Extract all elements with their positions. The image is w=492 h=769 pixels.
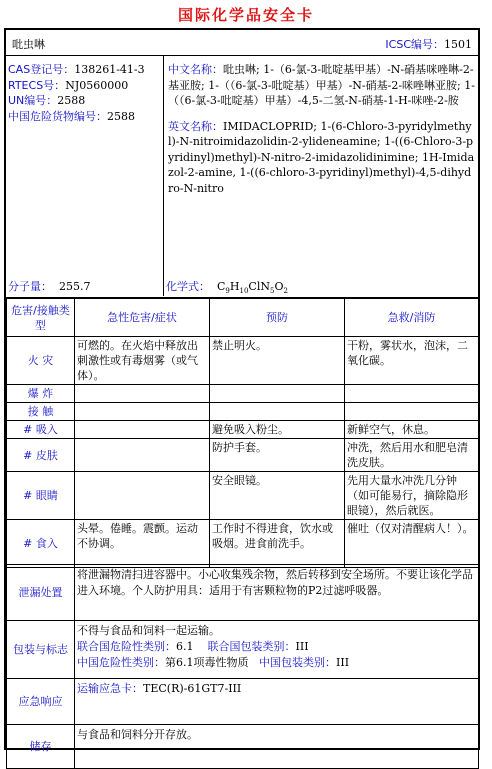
header-hazard-type: 危害/接触类型 — [7, 299, 75, 337]
names-block — [164, 56, 480, 296]
handling-table — [6, 564, 479, 769]
spill-text: 将泄漏物清扫进容器中。小心收集残余物，然后转移到安全场所。不要让该化学品进入环境。个人防护用具：适用于有害颗粒物的P2过滤呼吸器。 — [75, 565, 479, 621]
header-first-aid: 急救/消防 — [345, 299, 479, 337]
ingestion-acute: 头晕。倦睡。震颤。运动不协调。 — [75, 520, 210, 568]
hazard-header-row — [7, 299, 479, 337]
cat-ingestion: # 食入 — [7, 520, 75, 568]
un-classification: 联合国危险性类别：6.1 联合国包装类别：III — [77, 640, 309, 653]
skin-prevention: 防护手套。 — [210, 439, 345, 472]
name-row — [6, 30, 478, 56]
cas-number: CAS登记号：138261-41-3 — [8, 63, 145, 76]
spill-label: 泄漏处置 — [7, 565, 75, 621]
header-acute-symptoms: 急性危害/症状 — [75, 299, 210, 337]
spill-row — [7, 565, 479, 621]
eyes-aid: 先用大量水冲洗几分钟（如可能易行，摘除隐形眼镜），然后就医。 — [345, 472, 479, 520]
storage-text: 与食品和饲料分开存放。 — [75, 725, 479, 769]
emergency-row — [7, 679, 479, 725]
cat-explosion: 爆 炸 — [7, 385, 75, 403]
inhalation-prevention: 避免吸入粉尘。 — [210, 421, 345, 439]
packaging-line1: 不得与食品和饲料一起运输。 — [77, 624, 220, 637]
rtecs-number: RTECS号：NJ0560000 — [8, 78, 129, 92]
skin-aid: 冲洗，然后用水和肥皂清洗皮肤。 — [345, 439, 479, 472]
chemical-formula: 化学式： $C_9H_{10}ClN_5O_2$ — [166, 280, 288, 296]
inhalation-aid: 新鲜空气，休息。 — [345, 421, 479, 439]
identifier-block — [6, 56, 164, 296]
english-name: 英文名称：IMIDACLOPRID; 1-(6-Chloro-3-pyridylmethyl)-N-nitroimidazolidin-2-ylideneamine; 1-((6-Chloro-3-pyridinyl)methyl)-N-nitro-2-imidazolidinimine; 1H-Imidazol-2-amine, 1-((6-chloro-3-pyridinyl)methyl)-4,5-dihydro-N-nitro — [168, 119, 475, 195]
header-prevention: 预防 — [210, 299, 345, 337]
fire-prevention: 禁止明火。 — [210, 337, 345, 385]
formula-row — [6, 274, 478, 298]
hazard-row-skin — [7, 439, 479, 472]
packaging-row — [7, 621, 479, 679]
hazard-table — [6, 298, 479, 568]
chemical-name: 吡虫啉 — [12, 38, 45, 51]
hazard-row-fire — [7, 337, 479, 385]
cat-eyes: # 眼睛 — [7, 472, 75, 520]
cn-classification: 中国危险性类别：第6.1项毒性物质 中国包装类别：III — [77, 656, 350, 669]
cn-dangerous-goods-number: 中国危险货物编号：2588 — [8, 109, 135, 123]
hazard-row-contact — [7, 403, 479, 421]
ingestion-prevention: 工作时不得进食，饮水或吸烟。进食前洗手。 — [210, 520, 345, 568]
icsc-number: ICSC编号：1501 — [385, 38, 472, 51]
fire-aid: 干粉，雾状水，泡沫，二氧化碳。 — [345, 337, 479, 385]
storage-label: 储存 — [7, 725, 75, 769]
card-title: 国际化学品安全卡 — [177, 6, 314, 24]
fire-acute: 可燃的。在火焰中释放出刺激性或有毒烟雾（或气体）。 — [75, 337, 210, 385]
hazard-row-inhalation — [7, 421, 479, 439]
chinese-name: 中文名称：吡虫啉; 1-（6-氯-3-吡啶基甲基）-N-硝基咪唑啉-2-基亚胺; 1-（（6-氯-3-吡啶基）甲基）-N-硝基-2-咪唑啉亚胺; 1-（（6-氯-3-吡啶基）甲基）-4,5-二氢-N-硝基-1-H-咪唑-2-胺 — [168, 63, 475, 107]
packaging-content — [75, 621, 479, 679]
cat-inhalation: # 吸入 — [7, 421, 75, 439]
hazard-row-eyes — [7, 472, 479, 520]
hazard-row-ingestion — [7, 520, 479, 568]
hazard-row-explosion — [7, 385, 479, 403]
emergency-content: 运输应急卡：TEC(R)-61GT7-III — [75, 679, 479, 725]
safety-card — [4, 28, 480, 753]
emergency-label: 应急响应 — [7, 679, 75, 725]
eyes-prevention: 安全眼镜。 — [210, 472, 345, 520]
un-number: UN编号：2588 — [8, 94, 86, 107]
storage-row — [7, 725, 479, 769]
cat-skin: # 皮肤 — [7, 439, 75, 472]
cat-contact: 接 触 — [7, 403, 75, 421]
molecular-weight: 分子量： 255.7 — [8, 280, 91, 293]
ingestion-aid: 催吐（仅对清醒病人！）。 — [345, 520, 479, 568]
cat-fire: 火 灾 — [7, 337, 75, 385]
packaging-label: 包装与标志 — [7, 621, 75, 679]
